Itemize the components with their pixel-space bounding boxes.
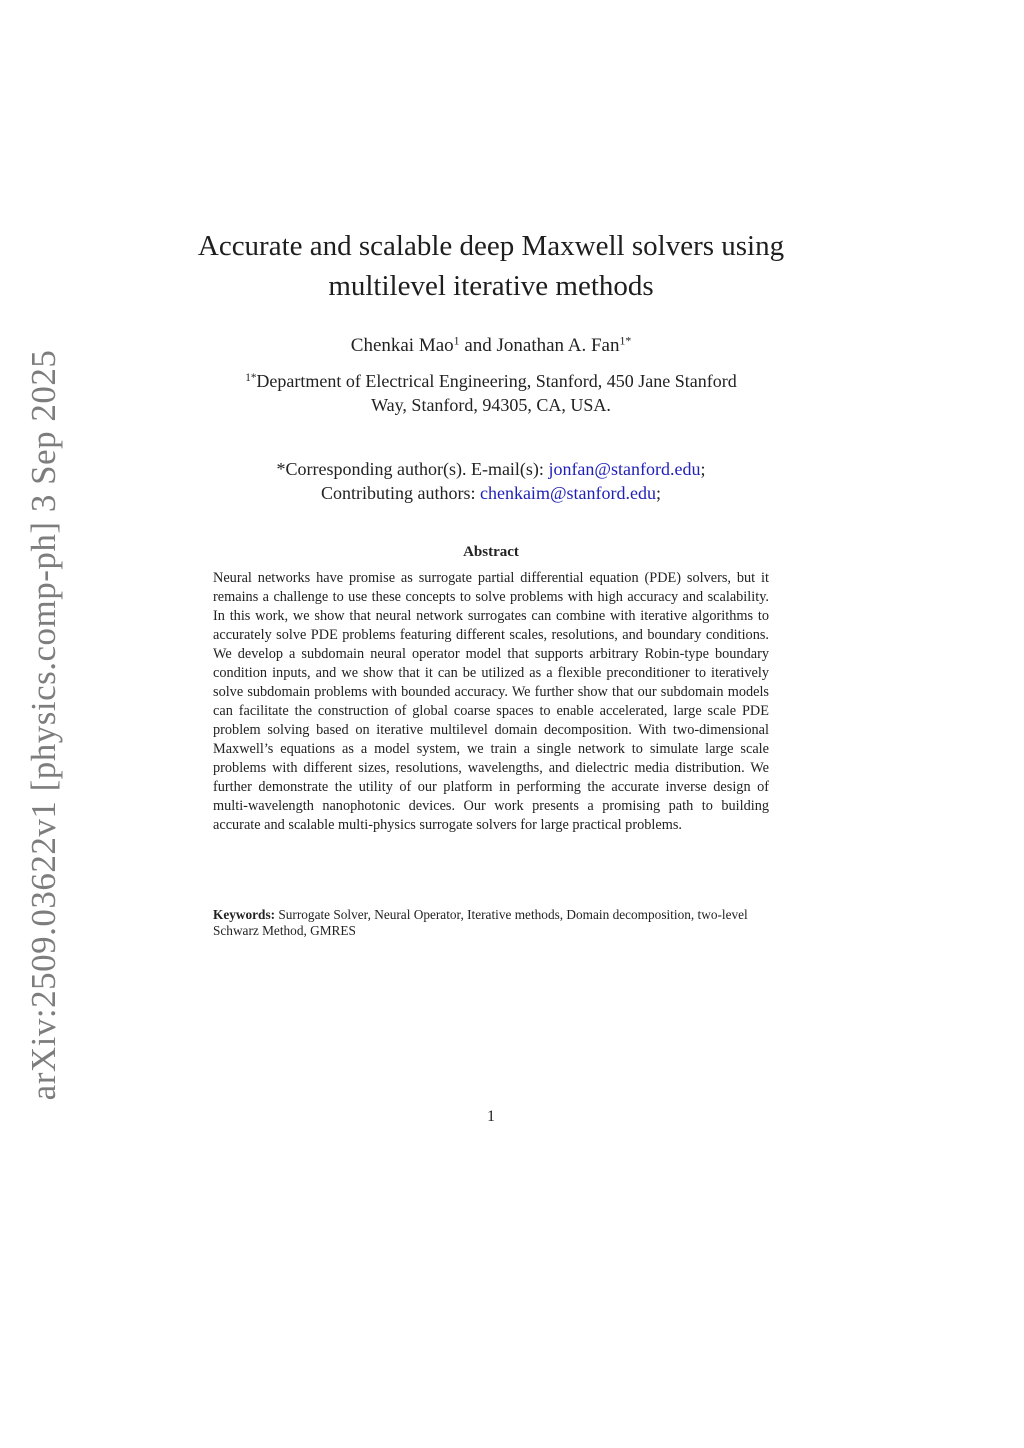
author-name: Jonathan A. Fan (496, 335, 620, 356)
contributing-authors-line: Contributing authors: chenkaim@stanford.edu; (320, 483, 662, 503)
title-line-2: multilevel iterative methods (328, 270, 654, 302)
arxiv-identifier-stamp: arXiv:2509.03622v1 [physics.comp-ph] 3 Sep 2025 (24, 349, 63, 1101)
author-separator: and (459, 335, 497, 356)
affiliation (0, 369, 982, 417)
abstract-text: Neural networks have promise as surrogate partial differential equation (PDE) solvers, but it remains a challenge to use these concepts to solve problems with high accuracy and scalability. In this work, we show that neural network surrogates can combine with iterative algorithms to accurately solve PDE problems featuring different scales, resolutions, and boundary conditions. We develop a subdomain neural operator model that supports arbitrary Robin-type boundary condition inputs, and we show that it can be utilized as a flexible preconditioner to iteratively solve subdomain problems with bounded accuracy. We further show that our subdomain models can facilitate the construction of global coarse spaces to enable accelerated, large scale PDE problem solving based on iterative multilevel domain decomposition. With two-dimensional Maxwell’s equations as a model system, we train a single network to simulate large scale problems with different sizes, resolutions, wavelengths, and dielectric media distribution. We further demonstrate the utility of our platform in performing the accurate inverse design of multi-wavelength nanophotonic devices. Our work presents a promising path to building accurate and scalable multi-physics surrogate solvers for large practical problems. (213, 570, 769, 833)
affiliation-line-1: $^{1*}$Department of Electrical Engineering, Stanford, 450 Jane Stanford (245, 371, 737, 391)
affiliation-line-2: Way, Stanford, 94305, CA, USA. (371, 395, 611, 415)
keywords (213, 907, 769, 939)
paper-title (0, 226, 982, 306)
abstract-heading: Abstract (463, 544, 519, 560)
keywords-list: Surrogate Solver, Neural Operator, Iterative methods, Domain decomposition, two-level Schwarz Method, GMRES (213, 907, 748, 938)
correspondence-block (0, 457, 982, 505)
page-number: 1 (487, 1108, 495, 1125)
title-line-1: Accurate and scalable deep Maxwell solvers using (197, 230, 785, 262)
corresponding-author-line: *Corresponding author(s). E-mail(s): jonfan@stanford.edu; (276, 459, 706, 479)
keywords-label: Keywords: (213, 907, 276, 922)
author-name: Chenkai Mao (350, 335, 454, 356)
author-list (0, 333, 982, 359)
affiliation-marker: 1* (245, 371, 257, 384)
author-affiliation-mark: 1* (619, 334, 632, 348)
author-affiliation-mark: 1 (453, 334, 460, 348)
corresponding-email-link[interactable]: jonfan@stanford.edu (548, 459, 701, 479)
contributing-email-link[interactable]: chenkaim@stanford.edu (479, 483, 656, 503)
